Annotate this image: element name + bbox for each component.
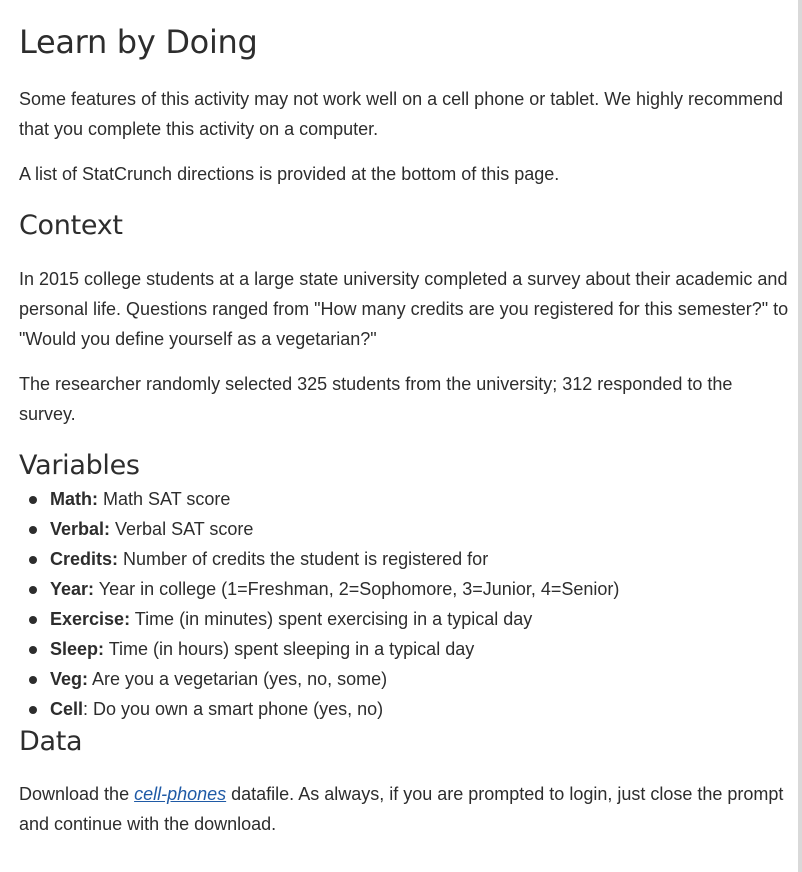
cell-phones-datafile-link[interactable]: cell-phones: [134, 784, 227, 804]
context-paragraph-sample: The researcher randomly selected 325 students from the university; 312 responded to the survey.: [19, 374, 733, 424]
variable-description: Time (in hours) spent sleeping in a typical day: [104, 639, 475, 659]
variable-term: Math:: [50, 489, 98, 509]
variable-term: Veg:: [50, 669, 89, 689]
variable-term: Credits:: [50, 549, 119, 569]
download-text-before: Download the: [19, 784, 135, 804]
list-item: [19, 544, 789, 574]
variable-description: Time (in minutes) spent exercising in a typical day: [130, 609, 533, 629]
context-heading: Context: [19, 210, 123, 241]
download-text-after: datafile. As always, if you are prompted to login, just close the prompt and continue with the download.: [19, 784, 784, 834]
list-item: [19, 634, 789, 664]
variable-description: Math SAT score: [98, 489, 231, 509]
page-title: Learn by Doing: [19, 23, 258, 61]
data-heading: Data: [19, 726, 83, 757]
bullet-icon: [29, 556, 37, 564]
bullet-icon: [29, 646, 37, 654]
variable-term: Verbal:: [50, 519, 111, 539]
variables-list: [19, 484, 789, 724]
bullet-icon: [29, 676, 37, 684]
variable-description: Year in college (1=Freshman, 2=Sophomore, 3=Junior, 4=Senior): [94, 579, 620, 599]
bullet-icon: [29, 706, 37, 714]
device-warning-text: Some features of this activity may not work well on a cell phone or tablet. We highly recommend that you complete this activity on a computer.: [19, 89, 784, 139]
context-paragraph-survey: In 2015 college students at a large state university completed a survey about their academic and personal life. Questions ranged from "How many credits are you registered for this semester?" to "Would you define yourself as a vegetarian?": [19, 269, 789, 349]
page-scrollbar[interactable]: [798, 0, 802, 872]
variable-term: Exercise:: [50, 609, 131, 629]
bullet-icon: [29, 586, 37, 594]
variables-heading: Variables: [19, 450, 140, 481]
list-item: [19, 514, 789, 544]
variable-term: Cell: [50, 699, 84, 719]
variable-description: Number of credits the student is registered for: [118, 549, 489, 569]
list-item: [19, 574, 789, 604]
variable-term: Sleep:: [50, 639, 105, 659]
statcrunch-note-text: A list of StatCrunch directions is provided at the bottom of this page.: [19, 164, 560, 184]
list-item: [19, 694, 789, 724]
list-item: [19, 664, 789, 694]
variable-term: Year:: [50, 579, 95, 599]
bullet-icon: [29, 616, 37, 624]
variable-description: Are you a vegetarian (yes, no, some): [88, 669, 388, 689]
variable-description: Verbal SAT score: [110, 519, 254, 539]
list-item: [19, 484, 789, 514]
activity-content: [19, 0, 789, 839]
download-instructions: [19, 779, 789, 839]
bullet-icon: [29, 526, 37, 534]
bullet-icon: [29, 496, 37, 504]
variable-description: : Do you own a smart phone (yes, no): [83, 699, 384, 719]
list-item: [19, 604, 789, 634]
